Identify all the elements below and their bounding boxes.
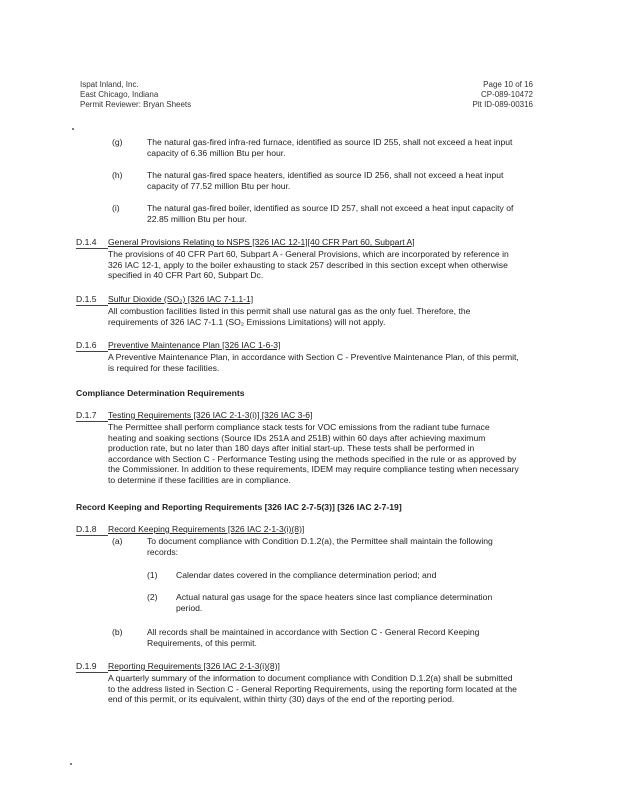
condition-d16-heading — [76, 340, 280, 351]
item-h-text: The natural gas-fired space heaters, identified as source ID 256, shall not exceed a heat input capacity of 77.52 million Btu per hour. — [147, 170, 504, 191]
item-i-text: The natural gas-fired boiler, identified as source ID 257, shall not exceed a heat input capacity of 22.85 million Btu per hour. — [147, 203, 514, 224]
header-location: East Chicago, Indiana — [80, 90, 159, 99]
item-i-label: (i) — [112, 203, 120, 213]
header-reviewer: Permit Reviewer: Bryan Sheets — [80, 100, 192, 109]
condition-d18-a1-text: Calendar dates covered in the compliance determination period; and — [176, 570, 437, 580]
item-g-label: (g) — [112, 137, 123, 147]
condition-d15-heading — [76, 294, 253, 305]
condition-d19-title: Reporting Requirements [326 IAC 2-1-3(i)(8)] — [108, 661, 280, 671]
condition-d16-title: Preventive Maintenance Plan [326 IAC 1-6-3] — [108, 340, 281, 350]
condition-d15-rule — [76, 305, 108, 306]
condition-d17-number: D.1.7 — [76, 410, 97, 420]
condition-d17-title: Testing Requirements [326 IAC 2-1-3(i)] [326 IAC 3-6] — [108, 410, 313, 420]
condition-d16-number: D.1.6 — [76, 340, 97, 350]
condition-d15-text: All combustion facilities listed in this permit shall use natural gas as the only fuel. Therefore, the requirements of 326 IAC 7-1.1 (SO₂ Emissions Limitations) will not apply. — [108, 306, 471, 327]
condition-d14-heading — [76, 237, 415, 248]
condition-d14-title: General Provisions Relating to NSPS [326 IAC 12-1][40 CFR Part 60, Subpart A] — [108, 237, 415, 247]
condition-d19-text: A quarterly summary of the information to document compliance with Condition D.1.2(a) shall be submitted to the address listed in Section C - General Reporting Requirements, using the reporting form located at the end of this permit, or its equivalent, within thirty (30) days of the end of the reporting period. — [108, 673, 517, 705]
header-permit-number: CP-089-10472 — [480, 90, 533, 99]
condition-d15-number: D.1.5 — [76, 294, 97, 304]
condition-d17-heading — [76, 410, 312, 421]
condition-d18-a2-text: Actual natural gas usage for the space heaters since last compliance determination period. — [176, 592, 493, 613]
condition-d18-a2-label: (2) — [147, 592, 158, 602]
condition-d18-a-text: To document compliance with Condition D.1.2(a), the Permittee shall maintain the following records: — [147, 536, 493, 557]
item-g-text: The natural gas-fired infra-red furnace, identified as source ID 255, shall not exceed a heat input capacity of 6.36 million Btu per hour. — [147, 137, 513, 158]
condition-d19-heading — [76, 661, 280, 672]
condition-d16-text: A Preventive Maintenance Plan, in accordance with Section C - Preventive Maintenance Plan, of this permit, is required for these facilities. — [108, 352, 519, 373]
condition-d19-number: D.1.9 — [76, 661, 97, 671]
scan-speck — [72, 128, 74, 130]
condition-d18-number: D.1.8 — [76, 524, 97, 534]
header-right — [473, 80, 533, 110]
condition-d14-rule — [76, 248, 108, 249]
condition-d18-rule — [76, 535, 108, 536]
header-page-number: Page 10 of 16 — [483, 80, 533, 89]
scan-speck — [70, 763, 72, 765]
condition-d18-a-label: (a) — [112, 536, 123, 546]
condition-d18-heading — [76, 524, 304, 535]
condition-d18-b-label: (b) — [112, 627, 123, 637]
condition-d17-text: The Permittee shall perform compliance stack tests for VOC emissions from the radiant tube furnace heating and soaking sections (Source IDs 251A and 251B) within 60 days after achieving maximum production rate, but no later than 180 days after initial start-up. These tests shall be performed in accordance with Section C - Performance Testing using the methods specified in the rule or as approved by the Commissioner. In addition to these requirements, IDEM may require compliance testing when necessary to determine if these facilities are in compliance. — [108, 422, 519, 485]
condition-d17-rule — [76, 421, 108, 422]
record-section-heading: Record Keeping and Reporting Requirements [326 IAC 2-7-5(3)] [326 IAC 2-7-19] — [76, 502, 402, 512]
condition-d14-text: The provisions of 40 CFR Part 60, Subpart A - General Provisions, which are incorporated by reference in 326 IAC 12-1, apply to the boiler exhausting to stack 257 described in this section except when otherwise specified in 40 CFR Part 60, Subpart Dc. — [108, 249, 509, 281]
condition-d16-rule — [76, 351, 108, 352]
condition-d19-rule — [76, 672, 108, 673]
condition-d18-a1-label: (1) — [147, 570, 158, 580]
condition-d14-number: D.1.4 — [76, 237, 97, 247]
condition-d18-title: Record Keeping Requirements [326 IAC 2-1-3(i)(8)] — [108, 524, 305, 534]
item-h-label: (h) — [112, 170, 123, 180]
header-company: Ispat Inland, Inc. — [80, 80, 139, 89]
header-left — [80, 80, 191, 110]
compliance-section-heading: Compliance Determination Requirements — [76, 388, 245, 398]
condition-d18-b-text: All records shall be maintained in accordance with Section C - General Record Keeping Requirements, of this permit. — [147, 627, 480, 648]
condition-d15-title: Sulfur Dioxide (SO₂) [326 IAC 7-1.1-1] — [108, 294, 254, 304]
header-plant-id: Plt ID-089-00316 — [472, 100, 533, 109]
